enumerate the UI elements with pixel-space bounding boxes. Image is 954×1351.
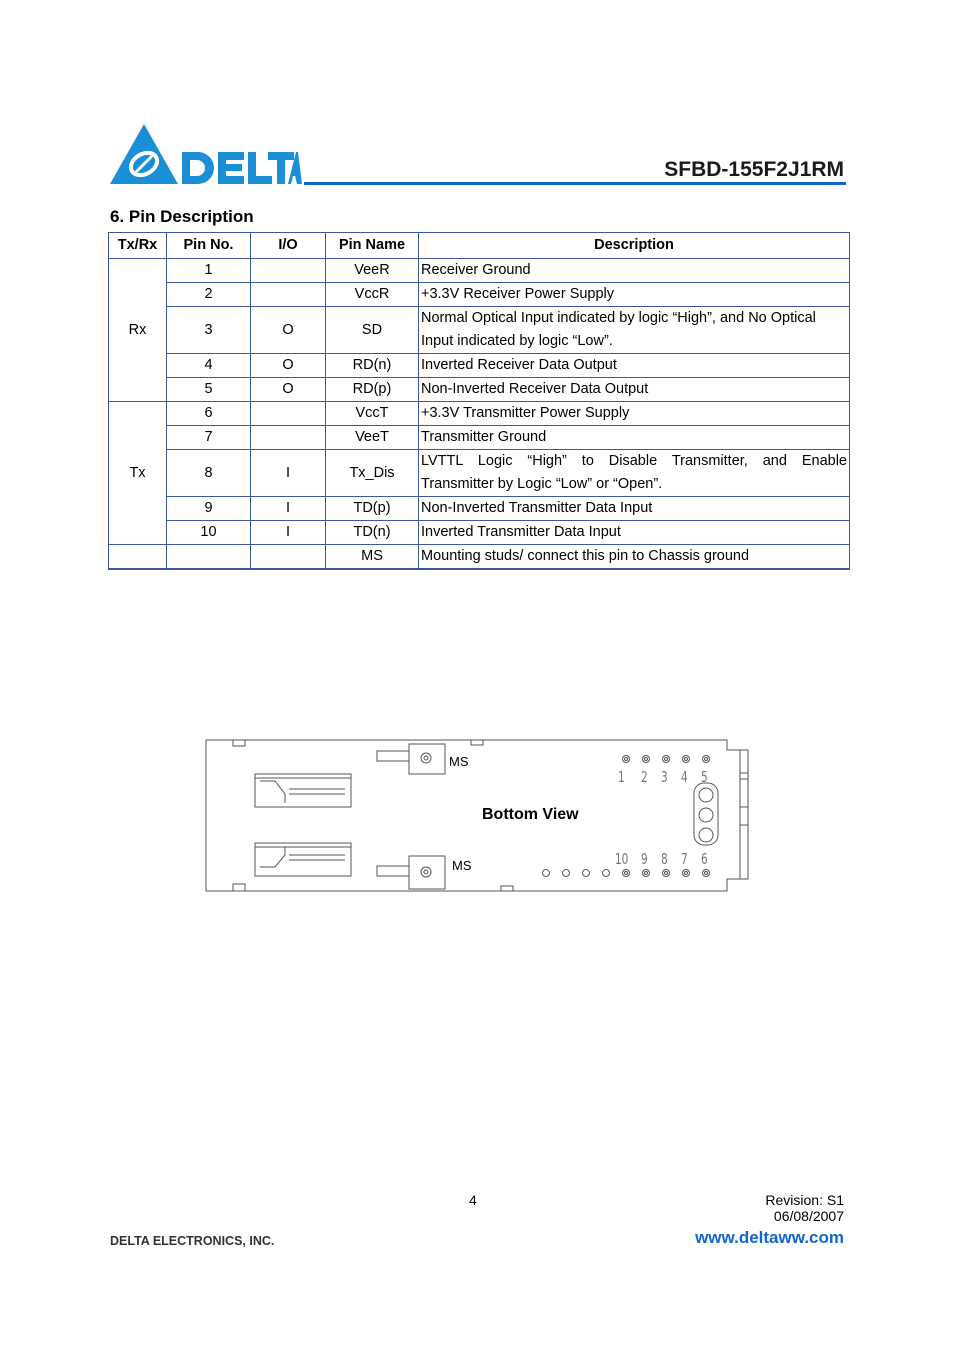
pin-number-label: 9: [641, 850, 648, 868]
pin-name: SD: [326, 307, 419, 354]
header-txrx: Tx/Rx: [109, 233, 167, 259]
pin-desc: Non-Inverted Transmitter Data Input: [419, 497, 850, 521]
header-pin-no: Pin No.: [167, 233, 251, 259]
pin-name: VeeT: [326, 426, 419, 450]
page-number: 4: [469, 1192, 477, 1208]
ms-label-top: MS: [449, 754, 469, 769]
pin-name: TD(n): [326, 521, 419, 545]
table-row: [109, 497, 850, 521]
pin-no: 1: [167, 259, 251, 283]
header-rule: [304, 182, 846, 185]
table-row: [109, 521, 850, 545]
table-row: [109, 378, 850, 402]
pin-desc: Mounting studs/ connect this pin to Chassis ground: [419, 545, 850, 570]
pin-number-label: 2: [641, 768, 648, 786]
pin-no: 2: [167, 283, 251, 307]
pin-description-table: [108, 232, 850, 570]
pin-number-label: 8: [661, 850, 668, 868]
pin-desc: Inverted Transmitter Data Input: [419, 521, 850, 545]
pin-desc: Normal Optical Input indicated by logic “High”, and No Optical Input indicated by logic “Low”.: [419, 307, 850, 354]
website-link[interactable]: www.deltaww.com: [695, 1228, 844, 1247]
delta-logo: [110, 122, 302, 186]
pin-no: [167, 545, 251, 570]
header-description: Description: [419, 233, 850, 259]
pin-name: MS: [326, 545, 419, 570]
pin-no: 10: [167, 521, 251, 545]
pin-number-label: 6: [701, 850, 708, 868]
pin-name: VccT: [326, 402, 419, 426]
table-row: [109, 402, 850, 426]
pin-no: 5: [167, 378, 251, 402]
pin-name: VeeR: [326, 259, 419, 283]
pin-io: O: [251, 378, 326, 402]
pin-desc: Non-Inverted Receiver Data Output: [419, 378, 850, 402]
pin-number-label: 7: [681, 850, 688, 868]
pin-desc: Receiver Ground: [419, 259, 850, 283]
pin-io: [251, 283, 326, 307]
pin-desc: +3.3V Receiver Power Supply: [419, 283, 850, 307]
bottom-view-drawing: [205, 739, 750, 893]
pin-no: 3: [167, 307, 251, 354]
pin-number-label: 1: [618, 768, 625, 786]
pin-io: [251, 259, 326, 283]
pin-desc: Transmitter Ground: [419, 426, 850, 450]
section-title: 6. Pin Description: [110, 207, 254, 226]
ms-label-bottom: MS: [452, 858, 472, 873]
table-row: [109, 545, 850, 570]
pin-name: Tx_Dis: [326, 450, 419, 497]
header-io: I/O: [251, 233, 326, 259]
pin-io: O: [251, 354, 326, 378]
company-name: DELTA ELECTRONICS, INC.: [110, 1234, 275, 1248]
pin-io: [251, 402, 326, 426]
group-tx: Tx: [109, 402, 167, 545]
table-row: [109, 259, 850, 283]
pin-number-label: 10: [615, 850, 629, 868]
pin-name: RD(p): [326, 378, 419, 402]
pin-io: [251, 426, 326, 450]
table-row: [109, 307, 850, 354]
pin-number-label: 5: [701, 768, 708, 786]
pin-io: I: [251, 450, 326, 497]
revision-block: [765, 1192, 844, 1224]
pin-number-label: 4: [681, 768, 688, 786]
table-row: [109, 283, 850, 307]
pin-no: 4: [167, 354, 251, 378]
group-empty: [109, 545, 167, 570]
pin-no: 7: [167, 426, 251, 450]
pin-no: 8: [167, 450, 251, 497]
revision-text: Revision: S1: [765, 1192, 844, 1208]
pin-no: 6: [167, 402, 251, 426]
pin-number-label: 3: [661, 768, 668, 786]
pin-io: I: [251, 497, 326, 521]
pin-desc: LVTTL Logic “High” to Disable Transmitter, and Enable Transmitter by Logic “Low” or “Open”.: [419, 450, 850, 497]
pin-desc: +3.3V Transmitter Power Supply: [419, 402, 850, 426]
table-row: [109, 354, 850, 378]
bottom-view-label: Bottom View: [482, 806, 579, 823]
table-header-row: [109, 233, 850, 259]
header-pin-name: Pin Name: [326, 233, 419, 259]
pin-io: O: [251, 307, 326, 354]
pin-name: VccR: [326, 283, 419, 307]
revision-date: 06/08/2007: [773, 1208, 844, 1224]
pin-name: RD(n): [326, 354, 419, 378]
pin-name: TD(p): [326, 497, 419, 521]
part-number: SFBD-155F2J1RM: [664, 158, 844, 181]
table-row: [109, 450, 850, 497]
pin-desc: Inverted Receiver Data Output: [419, 354, 850, 378]
pin-no: 9: [167, 497, 251, 521]
pin-io: [251, 545, 326, 570]
pin-io: I: [251, 521, 326, 545]
table-row: [109, 426, 850, 450]
group-rx: Rx: [109, 259, 167, 402]
